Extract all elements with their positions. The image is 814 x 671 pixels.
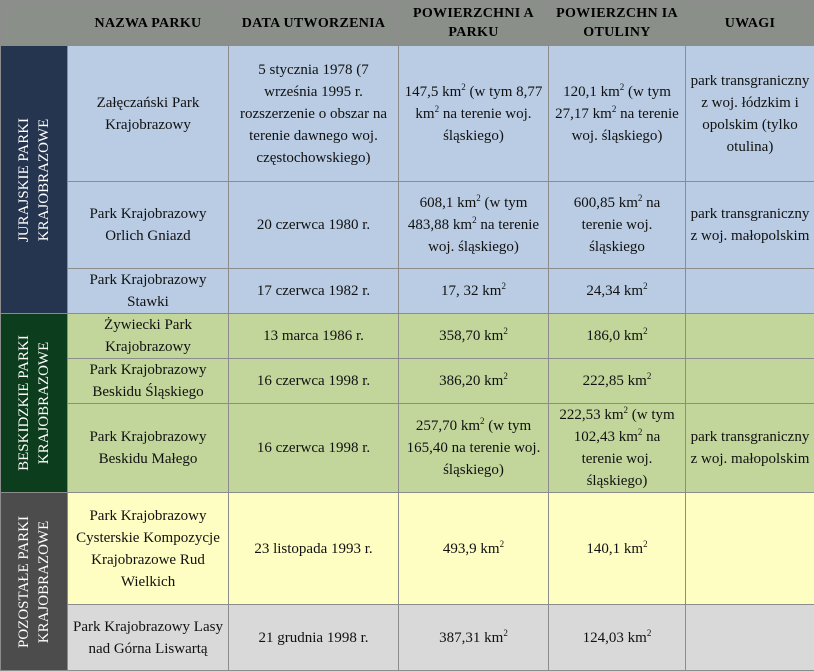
creation-date-cell: 21 grudnia 1998 r. <box>229 605 399 671</box>
notes-cell <box>686 359 814 404</box>
buffer-area-cell: 24,34 $km^2$ <box>549 269 686 314</box>
notes-cell <box>686 493 814 605</box>
park-area-cell: 386,20 $km^2$ <box>399 359 549 404</box>
park-name-cell: Żywiecki Park Krajobrazowy <box>68 314 229 359</box>
buffer-area-cell: 222,53 $km^2$ (w tym 102,43 $km^2$ na terenie woj. śląskiego) <box>549 404 686 493</box>
park-name-cell: Park Krajobrazowy Beskidu Małego <box>68 404 229 493</box>
creation-date-cell: 17 czerwca 1982 r. <box>229 269 399 314</box>
table-row <box>1 269 814 314</box>
buffer-area-cell: 222,85 $km^2$ <box>549 359 686 404</box>
group-label-jura: JURAJSKIE PARKI KRAJOBRAZOWE <box>1 46 68 314</box>
group-label-beskid: BESKIDZKIE PARKI KRAJOBRAZOWE <box>1 314 68 493</box>
group-label-other: POZOSTAŁE PARKI KRAJOBRAZOWE <box>1 493 68 671</box>
park-area-cell: 17, 32 $km^2$ <box>399 269 549 314</box>
table-row <box>1 605 814 671</box>
notes-cell <box>686 314 814 359</box>
park-area-cell: 257,70 $km^2$ (w tym 165,40 na terenie woj. śląskiego) <box>399 404 549 493</box>
table-row <box>1 359 814 404</box>
notes-cell: park transgraniczny z woj. małopolskim <box>686 182 814 269</box>
park-area-cell: 608,1 $km^2$ (w tym 483,88 $km^2$ na terenie woj. śląskiego) <box>399 182 549 269</box>
creation-date-cell: 16 czerwca 1998 r. <box>229 359 399 404</box>
notes-cell <box>686 269 814 314</box>
park-name-cell: Załęczański Park Krajobrazowy <box>68 46 229 182</box>
creation-date-cell: 5 stycznia 1978 (7 września 1995 r. rozszerzenie o obszar na terenie dawnego woj. częstochowskiego) <box>229 46 399 182</box>
park-area-cell: 387,31 $km^2$ <box>399 605 549 671</box>
buffer-area-cell: 600,85 $km^2$ na terenie woj. śląskiego <box>549 182 686 269</box>
header-park-area: POWIERZCHNI A PARKU <box>399 1 549 46</box>
park-name-cell: Park Krajobrazowy Lasy nad Górna Liswartą <box>68 605 229 671</box>
table-row <box>1 493 814 605</box>
header-group-blank <box>1 1 68 46</box>
creation-date-cell: 20 czerwca 1980 r. <box>229 182 399 269</box>
header-park-name: NAZWA PARKU <box>68 1 229 46</box>
table-row <box>1 46 814 182</box>
table-row <box>1 404 814 493</box>
creation-date-cell: 23 listopada 1993 r. <box>229 493 399 605</box>
park-area-cell: 493,9 $km^2$ <box>399 493 549 605</box>
buffer-area-cell: 186,0 $km^2$ <box>549 314 686 359</box>
buffer-area-cell: 124,03 $km^2$ <box>549 605 686 671</box>
notes-cell: park transgraniczny z woj. łódzkim i opolskim (tylko otulina) <box>686 46 814 182</box>
table-row <box>1 182 814 269</box>
notes-cell: park transgraniczny z woj. małopolskim <box>686 404 814 493</box>
park-name-cell: Park Krajobrazowy Stawki <box>68 269 229 314</box>
park-area-cell: 358,70 $km^2$ <box>399 314 549 359</box>
buffer-area-cell: 140,1 $km^2$ <box>549 493 686 605</box>
park-name-cell: Park Krajobrazowy Beskidu Śląskiego <box>68 359 229 404</box>
park-area-cell: 147,5 $km^2$ (w tym 8,77 $km^2$ na terenie woj. śląskiego) <box>399 46 549 182</box>
creation-date-cell: 13 marca 1986 r. <box>229 314 399 359</box>
buffer-area-cell: 120,1 $km^2$ (w tym 27,17 $km^2$ na terenie woj. śląskiego) <box>549 46 686 182</box>
header-creation-date: DATA UTWORZENIA <box>229 1 399 46</box>
creation-date-cell: 16 czerwca 1998 r. <box>229 404 399 493</box>
header-row <box>1 1 814 46</box>
notes-cell <box>686 605 814 671</box>
header-buffer-area: POWIERZCHN IA OTULINY <box>549 1 686 46</box>
header-notes: UWAGI <box>686 1 814 46</box>
park-name-cell: Park Krajobrazowy Cysterskie Kompozycje Krajobrazowe Rud Wielkich <box>68 493 229 605</box>
table-row <box>1 314 814 359</box>
park-name-cell: Park Krajobrazowy Orlich Gniazd <box>68 182 229 269</box>
